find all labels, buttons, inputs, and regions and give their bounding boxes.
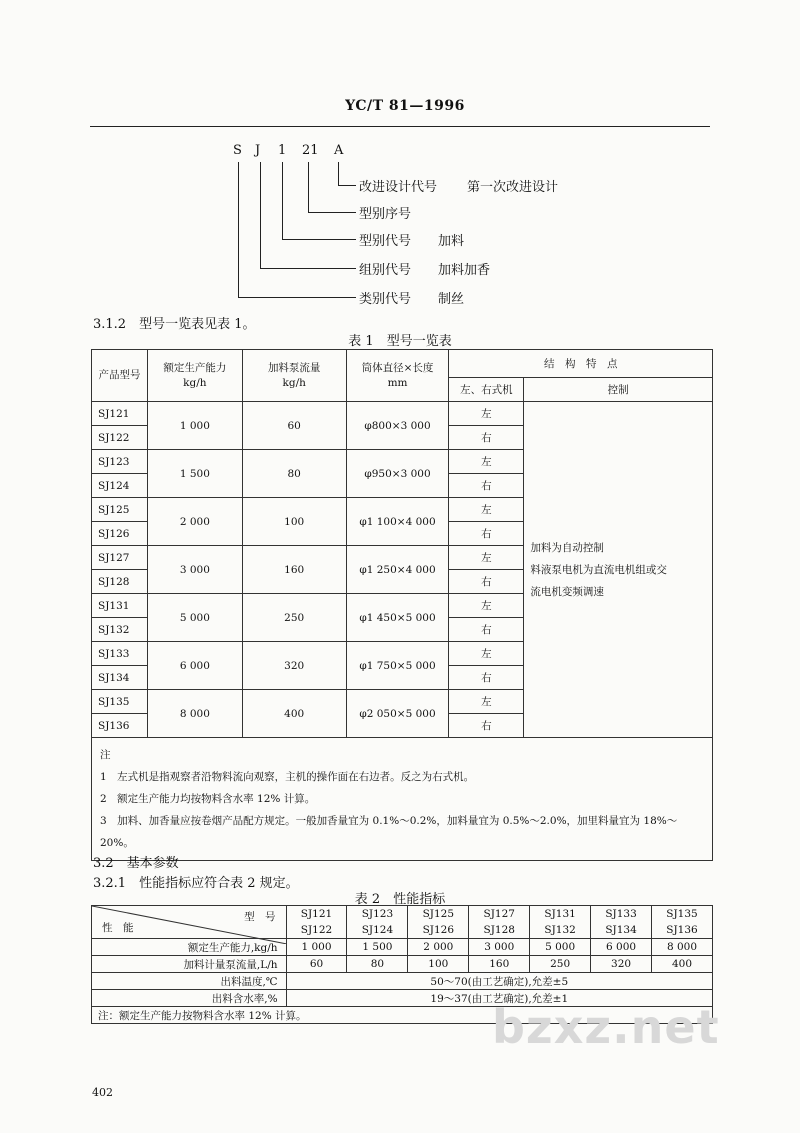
table-cell: 右 <box>449 522 524 546</box>
table-cell: φ1 750×5 000 <box>346 642 449 690</box>
table-cell: SJ125 <box>92 498 148 522</box>
diag-line <box>282 239 356 240</box>
diag-line <box>308 162 309 212</box>
table-cell: SJ136 <box>92 714 148 738</box>
table-cell: 左 <box>449 402 524 426</box>
table-cell: SJ136 <box>652 922 713 939</box>
table-cell: SJ131 <box>92 594 148 618</box>
table1-header-model: 产品型号 <box>92 350 148 402</box>
table1-header-drum: 筒体直径×长度 mm <box>346 350 449 402</box>
table1-header-side: 左、右式机 <box>449 378 524 402</box>
table2-row-name: 出料含水率,% <box>92 990 287 1007</box>
table-cell: SJ135 <box>652 906 713 923</box>
table-cell: 左 <box>449 594 524 618</box>
code-value: 加料 <box>438 234 465 249</box>
code-label: 类别代号 <box>359 292 412 307</box>
table-cell: SJ132 <box>92 618 148 642</box>
table-cell: 1 500 <box>147 450 242 498</box>
table-cell: 1 000 <box>147 402 242 450</box>
table-cell: 8 000 <box>652 939 713 956</box>
note-item: 2 额定生产能力均按物料含水率 12% 计算。 <box>100 793 316 805</box>
table-cell: SJ123 <box>92 450 148 474</box>
code-letter-s: S <box>233 143 242 158</box>
table-cell: SJ121 <box>286 906 347 923</box>
table2-row-name: 加料计量泵流量,L/h <box>92 956 287 973</box>
code-value: 加料加香 <box>438 263 491 278</box>
table-cell: 右 <box>449 570 524 594</box>
header-rule <box>90 126 710 127</box>
table-cell: 160 <box>469 956 530 973</box>
table-cell: 左 <box>449 546 524 570</box>
table-cell: φ1 100×4 000 <box>346 498 449 546</box>
table1-caption: 表 1 型号一览表 <box>348 334 452 349</box>
table1-notes <box>92 738 713 861</box>
code-value: 第一次改进设计 <box>467 180 559 195</box>
code-value: 制丝 <box>438 292 465 307</box>
table2-note: 注：额定生产能力按物料含水率 12% 计算。 <box>92 1007 713 1024</box>
section-heading: 3.2.1 性能指标应符合表 2 规定。 <box>93 876 299 891</box>
table-cell: 1 000 <box>286 939 347 956</box>
table1 <box>91 349 713 861</box>
code-label: 组别代号 <box>359 263 412 278</box>
table-cell: 8 000 <box>147 690 242 738</box>
table-cell: 3 000 <box>147 546 242 594</box>
table-cell: 左 <box>449 450 524 474</box>
table-cell: SJ122 <box>92 426 148 450</box>
code-label: 改进设计代号 <box>359 180 438 195</box>
table2-caption: 表 2 性能指标 <box>354 892 446 907</box>
table-cell: SJ124 <box>347 922 408 939</box>
table-cell: φ1 450×5 000 <box>346 594 449 642</box>
table-cell: SJ123 <box>347 906 408 923</box>
table-cell: SJ128 <box>92 570 148 594</box>
table-cell: SJ127 <box>469 906 530 923</box>
table-cell: 1 500 <box>347 939 408 956</box>
table-cell: SJ126 <box>92 522 148 546</box>
table-cell: 19～37(由工艺确定),允差±1 <box>286 990 712 1007</box>
table-cell: SJ135 <box>92 690 148 714</box>
diag-line <box>260 162 261 268</box>
table-cell: 100 <box>242 498 346 546</box>
code-letter-j: J <box>255 143 261 158</box>
code-letter-a: A <box>334 143 344 158</box>
table-cell: SJ134 <box>591 922 652 939</box>
table-cell: 3 000 <box>469 939 530 956</box>
code-letter-1: 1 <box>278 143 287 158</box>
table-cell: 2 000 <box>408 939 469 956</box>
table1-header-control: 控制 <box>524 378 713 402</box>
table-cell: 320 <box>591 956 652 973</box>
table2-row-name: 额定生产能力,kg/h <box>92 939 287 956</box>
code-label: 型别序号 <box>359 207 412 222</box>
table1-header-pump: 加料泵流量 kg/h <box>242 350 346 402</box>
corner-label-bottom: 性 能 <box>102 922 134 934</box>
table-cell: 60 <box>242 402 346 450</box>
table-cell: 5 000 <box>147 594 242 642</box>
table-cell: 左 <box>449 690 524 714</box>
table-cell: 250 <box>242 594 346 642</box>
table-cell: 左 <box>449 498 524 522</box>
table-cell: 320 <box>242 642 346 690</box>
table-cell: 右 <box>449 714 524 738</box>
table-cell: 右 <box>449 474 524 498</box>
table-cell: 80 <box>242 450 346 498</box>
table2-row-name: 出料温度,℃ <box>92 973 287 990</box>
table-cell: φ950×3 000 <box>346 450 449 498</box>
table1-control-description: 加料为自动控制 料液泵电机为直流电机组或交 流电机变频调速 <box>524 402 713 738</box>
table-cell: 50～70(由工艺确定),允差±5 <box>286 973 712 990</box>
diag-line <box>238 162 239 297</box>
diag-line <box>282 162 283 239</box>
table-cell: 6 000 <box>147 642 242 690</box>
table-cell: 400 <box>652 956 713 973</box>
section-heading: 3.2 基本参数 <box>93 856 179 871</box>
table-cell: SJ132 <box>530 922 591 939</box>
code-label: 型别代号 <box>359 234 412 249</box>
table-cell: SJ125 <box>408 906 469 923</box>
table-cell: 右 <box>449 618 524 642</box>
page-number: 402 <box>92 1086 113 1099</box>
table1-header-structure: 结 构 特 点 <box>449 350 713 378</box>
table-cell: φ1 250×4 000 <box>346 546 449 594</box>
table2-corner <box>92 906 287 939</box>
table-cell: φ800×3 000 <box>346 402 449 450</box>
table-cell: 左 <box>449 642 524 666</box>
table-cell: 100 <box>408 956 469 973</box>
table-cell: φ2 050×5 000 <box>346 690 449 738</box>
table-cell: 右 <box>449 426 524 450</box>
code-letter-21: 21 <box>302 143 319 158</box>
section-heading: 3.1.2 型号一览表见表 1。 <box>93 317 256 332</box>
table-cell: 160 <box>242 546 346 594</box>
note-item: 1 左式机是指观察者沿物料流向观察，主机的操作面在右边者。反之为右式机。 <box>100 771 475 783</box>
note-title: 注 <box>100 749 111 761</box>
diag-line <box>338 185 356 186</box>
diag-line <box>238 297 356 298</box>
table-cell: SJ124 <box>92 474 148 498</box>
table-cell: SJ122 <box>286 922 347 939</box>
table-cell: SJ133 <box>92 642 148 666</box>
table-cell: 250 <box>530 956 591 973</box>
diag-line <box>308 212 356 213</box>
document-code: YC/T 81—1996 <box>345 98 465 114</box>
table-cell: 400 <box>242 690 346 738</box>
table-cell: 5 000 <box>530 939 591 956</box>
table-cell: SJ131 <box>530 906 591 923</box>
table-cell: SJ121 <box>92 402 148 426</box>
table-cell: 60 <box>286 956 347 973</box>
table-cell: 6 000 <box>591 939 652 956</box>
table1-header-capacity: 额定生产能力 kg/h <box>147 350 242 402</box>
table-cell: SJ126 <box>408 922 469 939</box>
table-cell: SJ128 <box>469 922 530 939</box>
table-cell: SJ134 <box>92 666 148 690</box>
corner-label-top: 型 号 <box>244 911 276 923</box>
table-cell: 2 000 <box>147 498 242 546</box>
watermark: bzxz.net <box>492 1000 720 1054</box>
table-cell: SJ133 <box>591 906 652 923</box>
diag-line <box>260 268 356 269</box>
table-cell: SJ127 <box>92 546 148 570</box>
table-cell: 80 <box>347 956 408 973</box>
table-cell: 右 <box>449 666 524 690</box>
note-item: 3 加料、加香量应按卷烟产品配方规定。一般加香量宜为 0.1%～0.2%，加料量宜为 0.5%～2.0%，加里料量宜为 18%～20%。 <box>100 815 678 849</box>
diag-line <box>338 162 339 185</box>
